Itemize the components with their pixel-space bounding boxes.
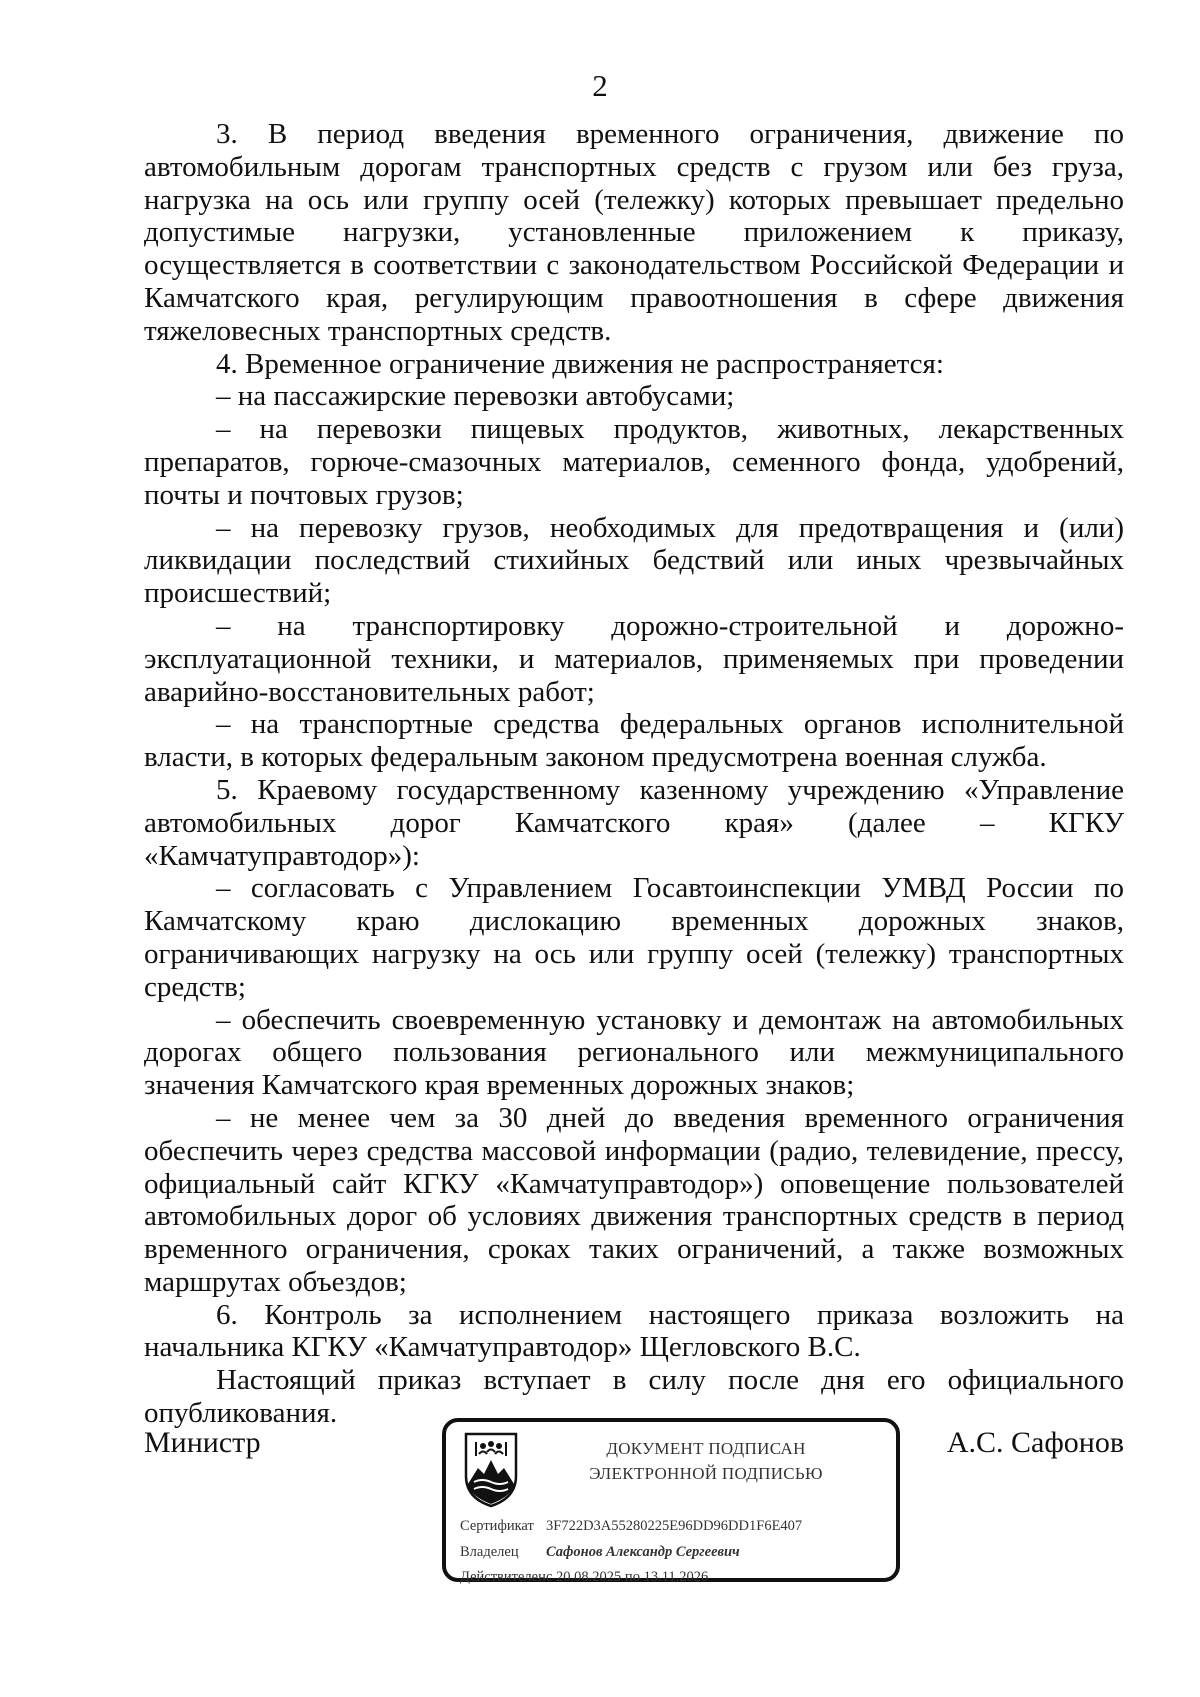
stamp-certificate-row	[460, 1518, 802, 1535]
validity-value: с 20.08.2025 по 13.11.2026	[546, 1569, 709, 1585]
paragraph-3: 3. В период введения временного ограничения, движение по автомобильным дорогам транспортных средств с грузом или без груза, нагрузка на ось или группу осей (тележку) которых превышает предельно допустимые нагрузки, установленные приложением к приказу, осуществляется в соответствии с законодательством Российской Федерации и Камчатского края, регулирующим правоотношения в сфере движения тяжеловесных транспортных средств.	[144, 118, 1124, 347]
stamp-title-line-1: ДОКУМЕНТ ПОДПИСАН	[606, 1439, 806, 1458]
document-body	[144, 118, 1124, 1430]
page-number: 2	[592, 68, 608, 103]
certificate-value: 3F722D3A55280225E96DD96DD1F6E407	[546, 1518, 803, 1534]
stamp-validity-row	[460, 1569, 708, 1586]
signature-position: Министр	[144, 1426, 261, 1459]
certificate-label: Сертификат	[460, 1518, 534, 1534]
electronic-signature-stamp	[442, 1418, 900, 1585]
list-item-food: – на перевозки пищевых продуктов, животных, лекарственных препаратов, горюче-смазочных материалов, семенного фонда, удобрений, почты и почтовых грузов;	[144, 413, 1124, 511]
stamp-owner-row	[460, 1544, 740, 1561]
paragraph-5: 5. Краевому государственному казенному учреждению «Управление автомобильных дорог Камчатского края» (далее – КГКУ «Камчатуправтодор»):	[144, 773, 1124, 872]
list-item-federal-vehicles: – на транспортные средства федеральных органов исполнительной власти, в которых федеральным законом предусмотрена военная служба.	[144, 708, 1124, 774]
paragraph-4: 4. Временное ограничение движения не распространяется:	[216, 347, 944, 380]
list-item-notify: – не менее чем за 30 дней до введения временного ограничения обеспечить через средства массовой информации (радио, телевидение, прессу, официальный сайт КГКУ «Камчатуправтодор») оповещение пользователей автомобильных дорог об условиях движения транспортных средств в период временного ограничения, сроках таких ограничений, а также возможных маршрутах объездов;	[144, 1101, 1124, 1298]
stamp-title-line-2: ЭЛЕКТРОННОЙ ПОДПИСЬЮ	[589, 1464, 823, 1483]
list-item-agree-signs: – согласовать с Управлением Госавтоинспекции УМВД России по Камчатскому краю дислокацию временных дорожных знаков, ограничивающих нагрузку на ось или группу осей (тележку) транспортных средств;	[144, 872, 1124, 1003]
owner-label: Владелец	[460, 1544, 519, 1560]
paragraph-6: 6. Контроль за исполнением настоящего приказа возложить на начальника КГКУ «Камчатуправтодор» Щегловского В.С.	[144, 1298, 1124, 1364]
paragraph-effective: Настоящий приказ вступает в силу после дня его официального опубликования.	[144, 1364, 1124, 1430]
owner-value: Сафонов Александр Сергеевич	[546, 1544, 740, 1560]
stamp-title	[546, 1436, 866, 1486]
kamchatka-coat-of-arms-icon	[464, 1432, 518, 1508]
list-item-road-equipment: – на транспортировку дорожно-строительной и дорожно-эксплуатационной техники, и материалов, применяемых при проведении аварийно-восстановительных работ;	[144, 609, 1124, 708]
list-item-disasters: – на перевозку грузов, необходимых для предотвращения и (или) ликвидации последствий стихийных бедствий или иных чрезвычайных происшествий;	[144, 511, 1124, 610]
validity-label: Действителен	[460, 1569, 546, 1585]
list-item-install-signs: – обеспечить своевременную установку и демонтаж на автомобильных дорогах общего пользования регионального или межмуниципального значения Камчатского края временных дорожных знаков;	[144, 1003, 1124, 1102]
list-item-buses: – на пассажирские перевозки автобусами;	[216, 380, 735, 413]
signature-name: А.С. Сафонов	[946, 1426, 1124, 1459]
